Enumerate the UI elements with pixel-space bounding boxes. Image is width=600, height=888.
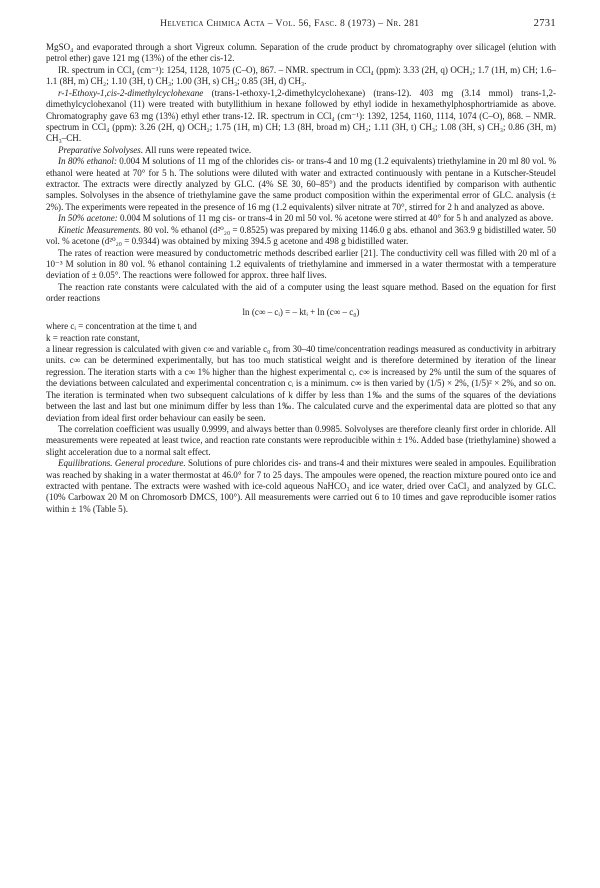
definition-line: k = reaction rate constant,	[46, 332, 140, 343]
paragraph	[46, 213, 556, 224]
page-number: 2731	[533, 18, 556, 29]
paragraph: IR. spectrum in CCl₄ (cm⁻¹): 1254, 1128, 1075 (C–O), 867. – NMR. spectrum in CCl₄ (ppm): 3.33 (2H, q) OCH₂; 1.7 (1H, m) CH; 1.6–1.1 (8H, m) CH₂; 1.10 (3H, t) CH₃; 1.00 (3H, s) CH₃; 0.85 (3H, d) CH₃.	[46, 64, 556, 87]
paragraph-text: 0.004 M solutions of 11 mg cis- or trans-4 in 20 ml 50 vol. % acetone were stirred at 40° for 5 h and analyzed as above.	[117, 213, 554, 224]
section-title: r-1-Ethoxy-1,cis-2-dimethylcyclohexane	[58, 87, 204, 98]
paragraph-text: Solutions of pure chlorides cis- and trans-4 and their mixtures were sealed in ampoules. Equilibration was reached by shaking in a water thermostat at 46.0° for 7 to 25 days. The ampoules were opened, the reaction mixture poured onto ice and extracted with pentane. The extracts were washed with ice-cold aqueous NaHCO₃ and ice water, dried over CaCl₂ and analyzed by GLC. (10% Carbowax 20 M on Chromosorb DMCS, 100°). All measurements were carried out 6 to 10 times and gave reproducible isomer ratios within ± 1% (Table 5).	[46, 458, 556, 514]
journal-title: Helvetica Chimica Acta – Vol. 56, Fasc. 8 (1973) – Nr. 281	[160, 18, 420, 29]
section-title: In 50% acetone:	[58, 213, 118, 224]
paragraph	[46, 156, 556, 213]
paragraph-text: All runs were repeated twice.	[143, 144, 252, 155]
paragraph-text: (trans-1-ethoxy-1,2-dimethylcyclohexane) (trans-12). 403 mg (3.14 mmol) trans-1,2-dimethylcyclohexanol (11) were treated with butyllithium in hexane followed by ethyl iodide in hexamethylphosphortriamide as above. Chromatography gave 63 mg (13%) ethyl ether trans-12. IR. spectrum in CCl₄ (cm⁻¹): 1392, 1254, 1160, 1114, 1074 (C–O), 868. – NMR. spectrum in CCl₄ (ppm): 3.26 (2H, q) OCH₂; 1.75 (1H, m) CH; 1.3 (8H, broad m) CH₂; 1.11 (3H, t) CH₃; 1.08 (3H, s) CH₃; 0.86 (3H, m) CH₃–CH.	[46, 87, 556, 144]
paragraph: The rates of reaction were measured by conductometric methods described earlier [21]. The conductivity cell was filled with 20 ml of a 10⁻³ M solution in 80 vol. % ethanol containing 1.2 equivalents of triethylamine and immersed in a water thermostat with a temperature deviation of ± 0.05°. The reactions were followed for approx. three half lives.	[46, 247, 556, 281]
paragraph	[46, 458, 556, 515]
rate-equation: ln (c∞ – cᵢ) = – ktᵢ + ln (c∞ – c₀)	[242, 306, 360, 317]
section-title: Preparative Solvolyses.	[58, 144, 144, 155]
paragraph-text: 80 vol. % ethanol (d²⁰₂₀ = 0.8525) was prepared by mixing 1146.0 g abs. ethanol and 363.9 g bidistilled water. 50 vol. % acetone (d²⁰₂₀ = 0.9344) was obtained by mixing 394.5 g acetone and 498 g bidistilled water.	[46, 224, 556, 247]
section-title: Equilibrations. General procedure.	[58, 458, 186, 469]
body-text	[46, 42, 556, 515]
section-title: Kinetic Measurements.	[58, 224, 142, 235]
paragraph: The correlation coefficient was usually 0.9999, and always better than 0.9985. Solvolyses are therefore cleanly first order in chloride. All measurements were repeated at least twice, and reaction rate constants were reproducible within ± 1%. Added base (triethylamine) showed a slight acceleration due to a normal salt effect.	[46, 423, 556, 457]
paragraph	[46, 225, 556, 248]
paragraph: The reaction rate constants were calculated with the aid of a computer using the least square method. Based on the equation for first order reactions	[46, 281, 556, 304]
paragraph	[46, 145, 556, 156]
paragraph	[46, 88, 556, 145]
paragraph: MgSO₄ and evaporated through a short Vigreux column. Separation of the crude product by chromatography over silicagel (elution with petrol ether) gave 121 mg (13%) of the ether cis-12.	[46, 42, 556, 64]
section-title: In 80% ethanol:	[58, 156, 117, 167]
paragraph-text: 0.004 M solutions of 11 mg of the chlorides cis- or trans-4 and 10 mg (1.2 equivalents) triethylamine in 20 ml 80 vol. % ethanol were heated at 70° for 5 h. The solutions were diluted with water and extracted continuously with pentane in a Kutscher-Steudel extractor. The extracts were directly analyzed by GLC. (4% SE 30, 60–85°) and the products identified by comparison with authentic samples. Solvolyses in the absence of triethylamine gave the same product composition within the experimental error of GLC. analysis (± 2%). The experiments were repeated in the presence of 16 mg (1.2 equivalents) silver nitrate at 70°, stirred for 2 h and analyzed as above.	[46, 156, 556, 212]
definition-line: where cᵢ = concentration at the time tᵢ and	[46, 321, 197, 332]
running-header	[46, 18, 556, 29]
paragraph: a linear regression is calculated with given c∞ and variable c₀ from 30–40 time/concentration readings measured as conductivity in arbitrary units. c∞ can be determined experimentally, but has too much statistical weight and is therefore determined by iteration of the linear regression. The iteration starts with a c∞ 1% higher than the highest experimental cᵢ. c∞ is increased by 2% until the sum of the squares of the deviations between calculated and experimental concentration cᵢ is a minimum. c∞ is then varied by (1/5) × 2%, (1/5)² × 2%, and so on. The iteration is terminated when two subsequent calculations of k differ by less than 1‰ and the sums of the squares of the deviations between the last and last but one minimum differ by less than 1‰. The calculated curve and the experimental data are plotted so that any deviation from ideal first order behaviour can easily be seen.	[46, 343, 556, 423]
